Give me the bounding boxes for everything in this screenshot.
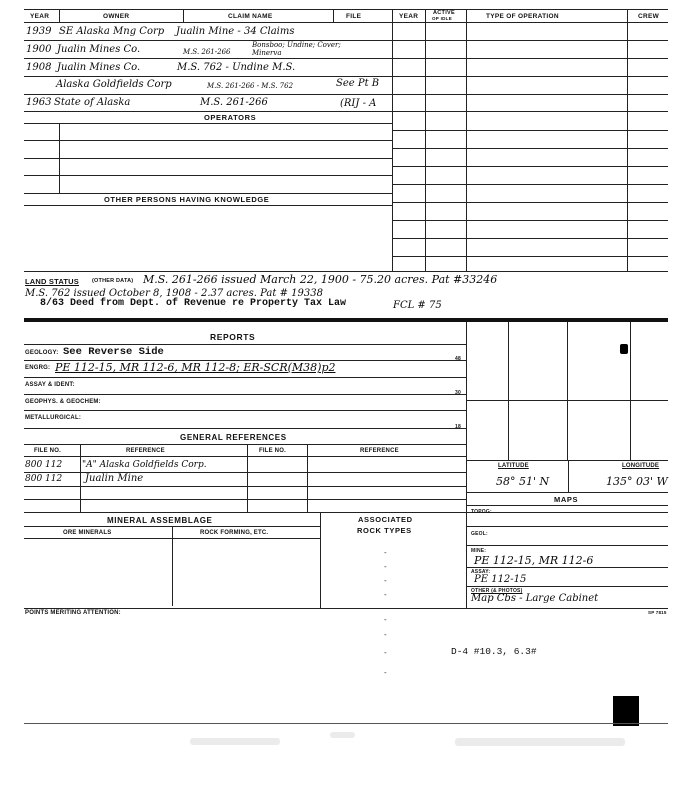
row-line [466,567,668,568]
side-number: 30 [455,390,461,396]
owner-row-4-owner: Alaska Goldfields Corp [56,79,172,90]
divider [425,9,426,271]
row-line [392,148,668,149]
operators-label: OPERATORS [204,113,257,122]
owner-row-1-owner: SE Alaska Mng Corp [59,26,165,37]
row-line [24,76,392,77]
mine-value: PE 112-15, MR 112-6 [474,554,594,567]
assay-label: ASSAY: [471,569,491,575]
header-year: YEAR [30,13,50,20]
owner-row-2-claim-note: Bonsboo; Undine; Cover; Minerva [252,41,341,57]
tick-mark: - [384,615,387,624]
scan-smudge [190,738,280,745]
row-line [466,460,668,461]
rock-forming-label: ROCK FORMING, ETC. [200,530,269,536]
row-line [24,377,467,378]
divider [80,444,81,512]
header-type-of-operation: TYPE OF OPERATION [486,13,559,20]
drawer-reference: D-4 #10.3, 6.3# [451,646,537,657]
maps-label: MAPS [554,495,579,504]
tick-mark: - [384,668,387,677]
land-status-label: LAND STATUS [25,277,80,286]
row-line [466,400,668,401]
tick-mark: - [384,630,387,639]
mine-label: MINE: [471,548,487,554]
row-line [24,444,467,445]
row-line [466,505,668,506]
col-reference-2: REFERENCE [360,448,399,454]
owner-row-5-year: 1963 [26,97,52,108]
divider [59,9,60,23]
points-label: POINTS MERITING ATTENTION: [25,610,121,616]
top-border [24,9,668,10]
side-number: 18 [455,424,461,430]
tick-mark: - [384,562,387,571]
row-line [24,456,467,457]
row-line [392,184,668,185]
owner-row-3-owner: Jualin Mines Co. [57,62,141,73]
divider [333,9,334,23]
general-references-title: GENERAL REFERENCES [180,433,287,442]
rock-types-label: ROCK TYPES [357,526,412,535]
row-line [392,256,668,257]
header-crew: CREW [638,13,660,20]
divider [247,444,248,512]
owner-row-2-claim: M.S. 261-266 [183,48,231,56]
header-owner: OWNER [103,13,130,20]
row-line [24,608,668,609]
ore-minerals-label: ORE MINERALS [63,530,112,536]
owner-row-2-owner: Jualin Mines Co. [57,44,141,55]
assay-ident-label: ASSAY & IDENT: [25,382,75,388]
latitude-label: LATITUDE [498,463,529,469]
topog-label: TOPOG: [471,509,492,515]
row-line [24,205,392,206]
header-file: FILE [346,13,362,20]
row-line [24,499,467,500]
divider [627,9,628,271]
geology-value: See Reverse Side [63,346,164,358]
tick-mark: - [384,648,387,657]
row-line [24,123,392,124]
geol-label: GEOL: [471,531,488,537]
col-file-no: FILE NO. [34,448,61,454]
row-line [392,166,668,167]
ink-blot [620,344,628,354]
filing-tab [613,696,639,726]
row-line [24,394,467,395]
col-file-no-2: FILE NO. [259,448,286,454]
row-line [392,220,668,221]
row-line [392,40,668,41]
owner-row-4-claim: M.S. 261-266 - M.S. 762 [207,82,294,90]
header-year-2: YEAR [399,13,419,20]
ref-row-1-file: 800 112 [25,460,63,470]
divider [508,322,509,460]
row-line [466,586,668,587]
divider [320,512,321,608]
engrg-label: ENGRG: [25,365,51,371]
other-persons-label: OTHER PERSONS HAVING KNOWLEDGE [104,195,270,204]
geophys-label: GEOPHYS. & GEOCHEM: [25,399,101,405]
row-line [392,94,668,95]
row-line [24,94,392,95]
row-line [24,512,668,513]
row-line [24,58,392,59]
ref-row-2-reference: Jualin Mine [85,473,144,484]
divider [567,322,568,460]
row-line [466,545,668,546]
owner-row-2-year: 1900 [26,44,52,55]
thick-divider [24,318,668,322]
mineral-assemblage-title: MINERAL ASSEMBLAGE [107,516,213,525]
tick-mark: - [384,576,387,585]
row-line [392,111,668,112]
reports-title: REPORTS [210,332,256,342]
owner-row-1-claim: Jualin Mine - 34 Claims [176,26,295,37]
row-line [24,344,467,345]
row-line [24,526,320,527]
header-claim-name: CLAIM NAME [228,13,273,20]
header-bottom-line [24,22,668,23]
bottom-line [24,723,668,724]
row-line [466,526,668,527]
other-value: Map Cbs - Large Cabinet [471,593,599,604]
divider [183,9,184,23]
row-line [24,193,392,194]
row-line [392,238,668,239]
tick-mark: - [384,590,387,599]
header-active: ACTIVE [433,10,455,16]
divider [307,444,308,512]
divider [172,526,173,606]
land-status-label-sub: (OTHER DATA) [92,278,134,284]
divider [466,322,467,608]
scan-smudge [330,732,355,738]
header-active-sub: OP IDLE [432,16,453,21]
side-number: 48 [455,356,461,362]
row-line [24,158,392,159]
row-line [24,111,392,112]
geology-label: GEOLOGY: [25,350,59,356]
metallurgical-label: METALLURGICAL: [25,415,82,421]
owner-row-5-owner: State of Alaska [54,97,131,108]
other-photos-label: OTHER (& PHOTOS) [471,588,523,594]
row-line [466,492,668,493]
land-status-line-3-note: FCL # 75 [393,300,442,311]
ref-row-2-file: 800 112 [25,474,63,484]
form-number: SP 7815 [648,610,667,615]
longitude-value: 135° 03' W [606,475,668,488]
owner-row-5-file: (RIJ - A [340,98,377,109]
land-status-line-2: M.S. 762 issued October 8, 1908 - 2.37 acres. Pat # 19338 [25,288,323,299]
row-line [24,410,467,411]
row-line [392,58,668,59]
land-status-line-1: M.S. 261-266 issued March 22, 1900 - 75.20 acres. Pat #33246 [143,273,498,286]
land-status-line-3: 8/63 Deed from Dept. of Revenue re Property Tax Law [40,298,347,309]
row-line [24,428,467,429]
assay-value: PE 112-15 [474,574,527,585]
col-reference: REFERENCE [126,448,165,454]
row-line [392,76,668,77]
row-line [24,140,392,141]
scan-smudge [455,738,625,746]
engrg-value: PE 112-15, MR 112-6, MR 112-8; ER-SCR(M38)p2 [55,361,336,374]
row-line [392,130,668,131]
latitude-value: 58° 51' N [496,475,550,488]
divider [392,9,393,271]
row-line [392,202,668,203]
row-line [24,175,392,176]
tick-mark: - [384,548,387,557]
associated-label: ASSOCIATED [358,515,413,524]
owner-row-3-year: 1908 [26,62,52,73]
longitude-label: LONGITUDE [622,463,660,469]
owner-row-4-file: See Pt B [336,78,380,89]
divider [630,322,631,460]
divider [568,460,569,492]
owner-row-1-year: 1939 [26,26,52,37]
owner-row-3-claim: M.S. 762 - Undine M.S. [177,62,296,73]
owner-row-5-claim: M.S. 261-266 [200,97,268,108]
land-status-top-line [24,271,668,272]
ref-row-1-reference: "A" Alaska Goldfields Corp. [82,460,207,470]
row-line [24,486,467,487]
divider [466,9,467,271]
